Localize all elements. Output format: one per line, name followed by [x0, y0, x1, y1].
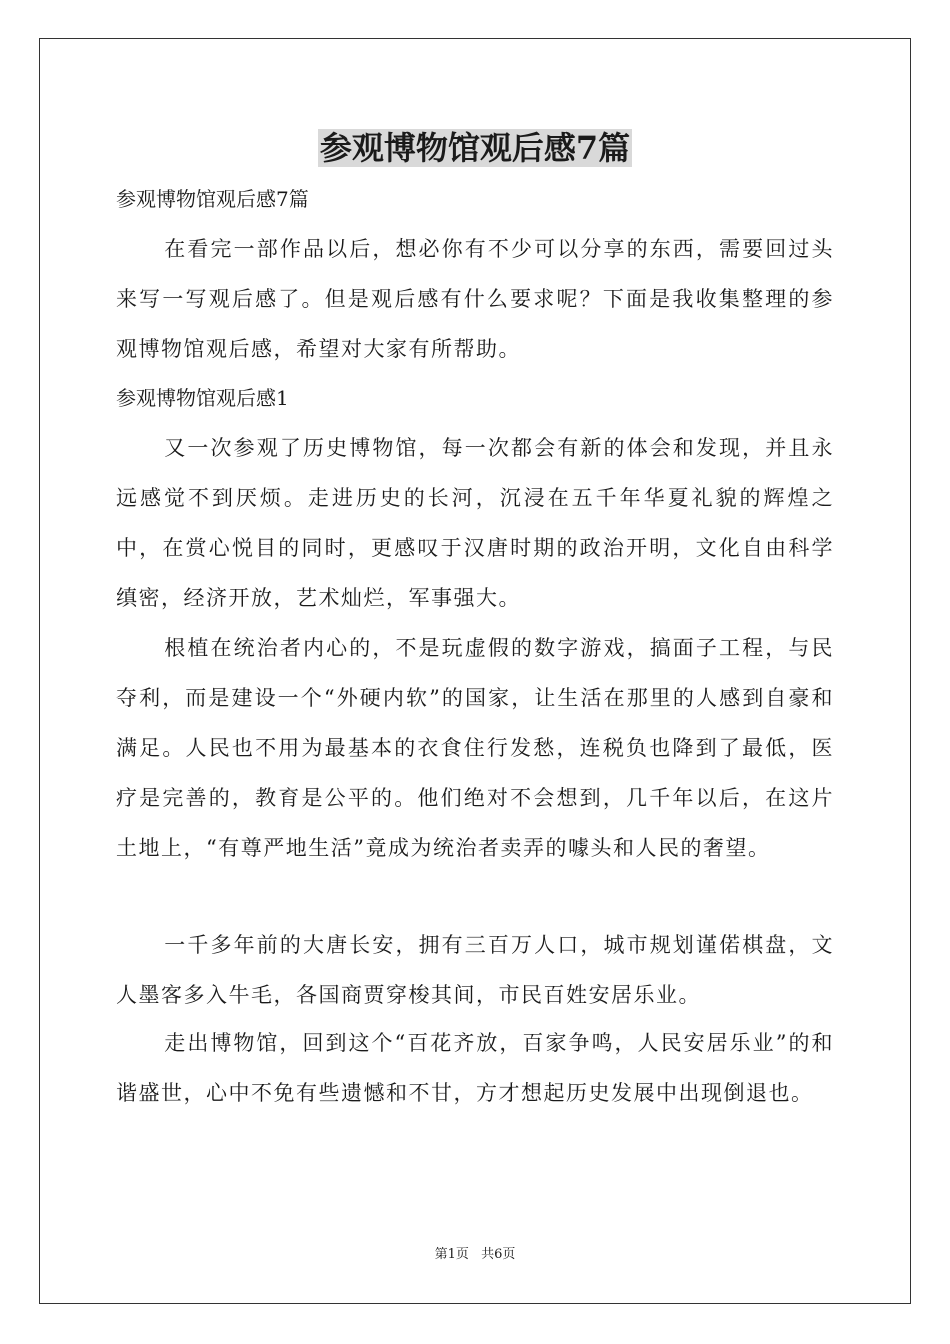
body-paragraph-1: 又一次参观了历史博物馆，每一次都会有新的体会和发现，并且永远感觉不到厌烦。走进历史的长河，沉浸在五千年华夏礼貌的辉煌之中，在赏心悦目的同时，更感叹于汉唐时期的政治开明，文化自由科学缜密，经济开放，艺术灿烂，军事强大。	[116, 436, 834, 610]
document-subtitle: 参观博物馆观后感7篇	[116, 187, 309, 211]
section-heading: 参观博物馆观后感1	[116, 386, 289, 410]
document-title	[116, 128, 834, 168]
body-paragraph-4: 走出博物馆，回到这个“百花齐放，百家争鸣，人民安居乐业”的和谐盛世，心中不免有些遗憾和不甘，方才想起历史发展中出现倒退也。	[116, 1031, 834, 1105]
page-number: 第1页	[434, 1247, 469, 1262]
page-footer	[0, 1246, 950, 1264]
body-paragraph-2: 根植在统治者内心的，不是玩虚假的数字游戏，搞面子工程，与民夺利，而是建设一个“外硬内软”的国家，让生活在那里的人感到自豪和满足。人民也不用为最基本的衣食住行发愁，连税负也降到了最低，医疗是完善的，教育是公平的。他们绝对不会想到，几千年以后，在这片土地上，“有尊严地生活”竟成为统治者卖弄的噱头和人民的奢望。	[116, 636, 834, 860]
page-total: 共6页	[481, 1247, 516, 1262]
document-title-text: 参观博物馆观后感7篇	[319, 129, 631, 167]
body-paragraph-3: 一千多年前的大唐长安，拥有三百万人口，城市规划谨偌棋盘，文人墨客多入牛毛，各国商贾穿梭其间，市民百姓安居乐业。	[116, 933, 834, 1007]
intro-paragraph: 在看完一部作品以后，想必你有不少可以分享的东西，需要回过头来写一写观后感了。但是观后感有什么要求呢？下面是我收集整理的参观博物馆观后感，希望对大家有所帮助。	[116, 237, 834, 361]
